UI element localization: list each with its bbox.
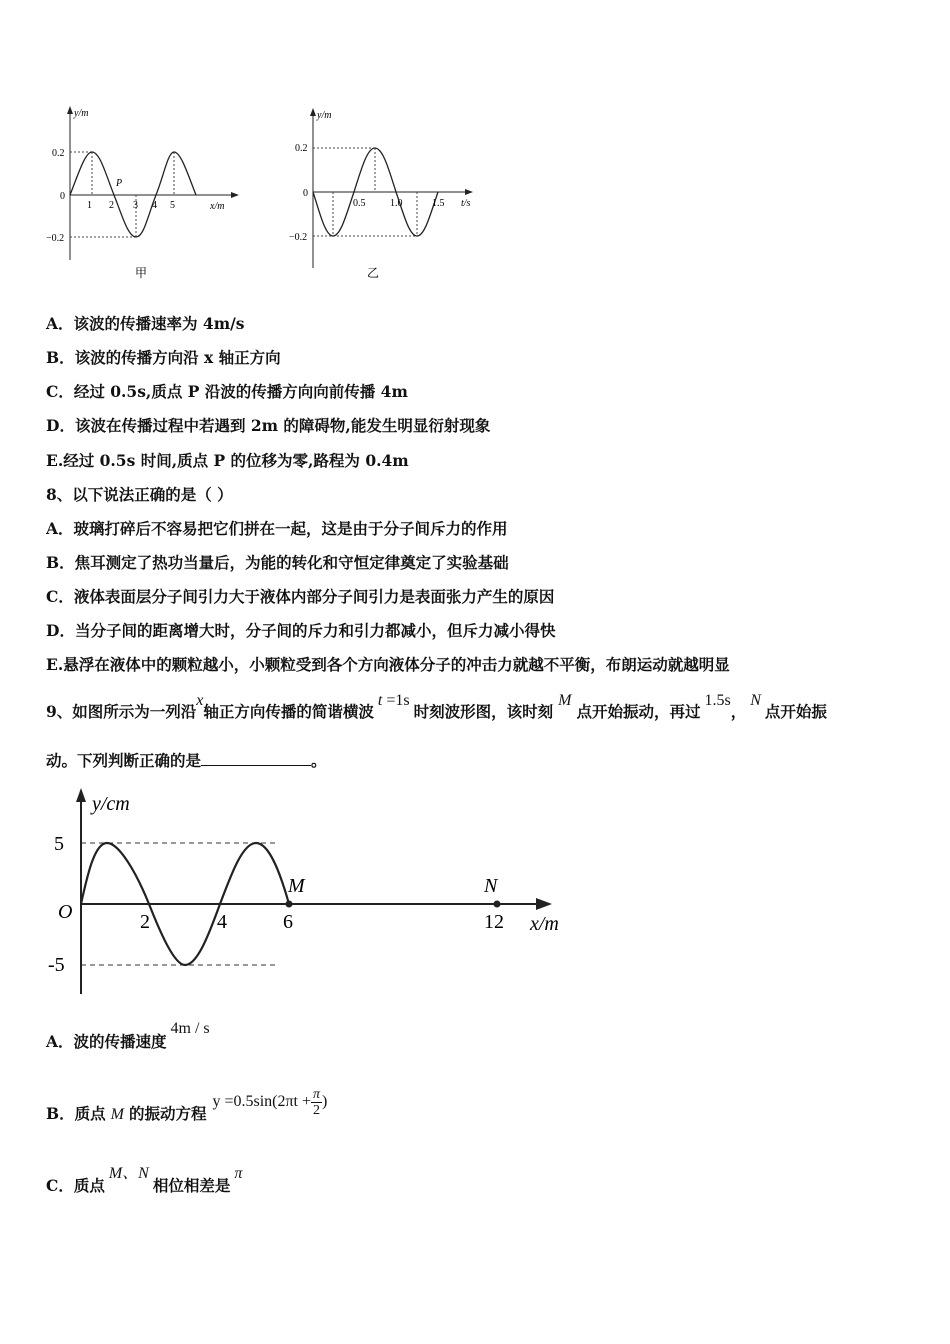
x-tick-2: 2 <box>109 200 114 211</box>
speed-value: 4m / s <box>170 1020 210 1037</box>
q9-option-a: A．波的传播速度4m / s <box>46 1020 210 1051</box>
x-tick-6: 6 <box>283 911 293 933</box>
x-tick-12: 12 <box>484 911 504 933</box>
phase-difference: π <box>234 1165 243 1182</box>
q9-dt: 1.5s <box>704 692 731 709</box>
q8-option-c: C．液体表面层分子间引力大于液体内部分子间引力是表面张力产生的原因 <box>46 587 555 606</box>
q8-option-e: E.悬浮在液体中的颗粒越小，小颗粒受到各个方向液体分子的冲击力就越不平衡，布朗运动就越明显 <box>46 655 730 674</box>
q8-option-b: B．焦耳测定了热功当量后，为能的转化和守恒定律奠定了实验基础 <box>46 553 509 572</box>
point-p-label: P <box>116 178 123 189</box>
point-m-dot <box>286 901 293 908</box>
x-tick-3: 3 <box>133 200 138 211</box>
q9-stem-line2: 动。下列判断正确的是 。 <box>46 751 327 770</box>
q7-option-e: E.经过 0.5s 时间,质点 P 的位移为零,路程为 0.4m <box>46 451 409 470</box>
q9-x: x <box>196 692 204 709</box>
x-tick-4: 4 <box>152 200 157 211</box>
q7-option-a: A．该波的传播速率为 4m/s <box>46 314 245 333</box>
y-axis-label: y/cm <box>92 793 130 815</box>
q9-time: t =1s <box>377 692 410 709</box>
y-axis-label: y/m <box>74 108 89 119</box>
t-tick-1-5: 1.5 <box>432 198 445 209</box>
x-axis-label: t/s <box>461 198 471 209</box>
q9-c-points: M、N <box>108 1165 149 1182</box>
q7-option-c: C．经过 0.5s,质点 P 沿波的传播方向向前传播 4m <box>46 382 408 401</box>
vibration-equation: y =0.5sin(2πt + $\frac{\pi}{2}$ ) <box>212 1087 328 1118</box>
q8-option-d: D．当分子间的距离增大时，分子间的斥力和引力都减小，但斥力减小得快 <box>46 621 556 640</box>
y-tick-zero: 0 <box>303 188 308 199</box>
x-axis-label: x/m <box>530 913 559 935</box>
y-tick-zero: 0 <box>60 191 65 202</box>
y-tick-bottom: −0.2 <box>289 232 308 243</box>
y-tick-top: 0.2 <box>295 143 308 154</box>
y-tick-neg5: -5 <box>48 954 65 976</box>
origin-label: O <box>58 901 73 923</box>
point-n-label: N <box>484 875 498 897</box>
answer-blank[interactable] <box>201 751 311 766</box>
x-axis-label: x/m <box>210 201 225 212</box>
q9-point-m: M <box>558 692 572 709</box>
q9-option-b: B．质点 M 的振动方程y =0.5sin(2πt + $\frac{\pi}{2}$ ) <box>46 1087 328 1124</box>
vibration-graph-yi <box>285 100 485 285</box>
x-tick-2: 2 <box>140 911 150 933</box>
point-n-dot <box>494 901 501 908</box>
t-tick-1-0: 1.0 <box>390 198 403 209</box>
q8-stem: 8、以下说法正确的是（ ） <box>46 485 233 504</box>
x-tick-1: 1 <box>87 200 92 211</box>
y-tick-bottom: −0.2 <box>46 233 65 244</box>
q7-option-d: D．该波在传播过程中若遇到 2m 的障碍物,能发生明显衍射现象 <box>46 416 491 435</box>
point-m-label: M <box>288 875 305 897</box>
y-tick-top: 0.2 <box>52 148 65 159</box>
q9-wave-graph <box>40 782 580 1002</box>
x-tick-5: 5 <box>170 200 175 211</box>
y-tick-5: 5 <box>54 833 64 855</box>
x-tick-4: 4 <box>217 911 227 933</box>
caption-jia: 甲 <box>135 266 148 280</box>
y-axis-label: y/m <box>317 110 332 121</box>
q9-stem-line1: 9、如图所示为一列沿x轴正方向传播的简谐横波t =1s时刻波形图，该时刻M点开始振动，再过1.5s，N点开始振 <box>46 692 827 721</box>
q9-b-point-m: M <box>110 1106 124 1124</box>
q7-option-b: B．该波的传播方向沿 x 轴正方向 <box>46 348 281 367</box>
caption-yi: 乙 <box>367 266 380 280</box>
t-tick-0-5: 0.5 <box>353 198 366 209</box>
q9-point-n: N <box>750 692 761 709</box>
wave-graph-jia <box>40 100 250 285</box>
q9-option-c: C．质点M、N相位相差是π <box>46 1165 243 1195</box>
q8-option-a: A．玻璃打碎后不容易把它们拼在一起，这是由于分子间斥力的作用 <box>46 519 508 538</box>
